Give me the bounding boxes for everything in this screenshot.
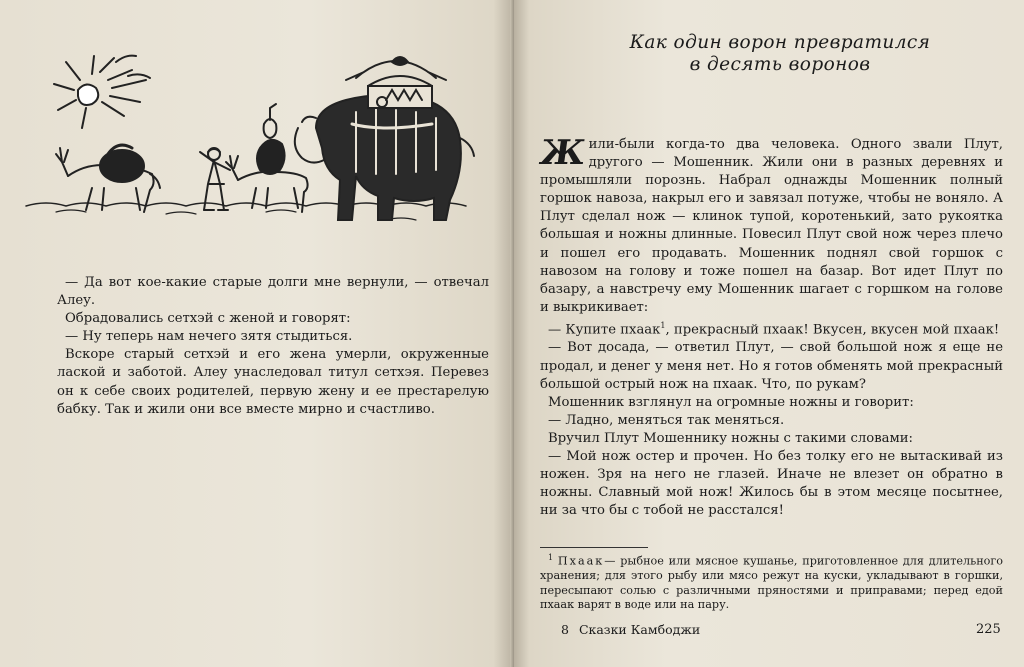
donkey-1-drawing bbox=[56, 145, 160, 212]
left-page-text bbox=[57, 274, 489, 419]
footnote-number: 1 bbox=[548, 553, 554, 562]
elephant-drawing bbox=[295, 57, 474, 220]
page-number: 225 bbox=[976, 622, 1001, 637]
right-paragraph-2-end: , прекрасный пхаак! Вкусен, вкусен мой пхаак! bbox=[665, 322, 1000, 338]
sun-drawing bbox=[54, 56, 150, 128]
right-paragraph-4: Мошенник взглянул на огромные ножны и говорит: bbox=[548, 394, 914, 410]
story-title-line-2: в десять воронов bbox=[689, 54, 871, 75]
left-paragraph-2: Обрадовались сетхэй с женой и говорят: bbox=[65, 311, 351, 327]
drop-cap: Ж bbox=[537, 133, 588, 173]
left-paragraph-1: — Да вот кое-какие старые долги мне вернули, — отвечал Алеу. bbox=[57, 275, 489, 309]
left-paragraph-3: — Ну теперь нам нечего зятя стыдиться. bbox=[65, 329, 353, 345]
right-paragraph-3: — Вот досада, — ответил Плут, — свой большой нож я еще не продал, и денег у меня нет. Но я готов обменять мой прекрасный большой острый нож на пхаак. Что, по рукам? bbox=[540, 340, 1003, 392]
left-paragraph-4: Вскоре старый сетхэй и его жена умерли, окруженные лаской и заботой. Алеу унаследовал титул сетхэя. Перевез он к себе своих родителей, первую жену и ее престарелую бабку. Так и жили они все вместе мирно и счастливо. bbox=[57, 347, 489, 417]
right-paragraph-5: — Ладно, меняться так меняться. bbox=[548, 412, 785, 428]
right-paragraph-6: Вручил Плут Мошеннику ножны с такими словами: bbox=[548, 430, 913, 446]
donkey-2-drawing bbox=[226, 104, 308, 212]
footnote bbox=[540, 551, 1003, 613]
right-page-text bbox=[537, 133, 1003, 520]
right-paragraph-7: — Мой нож остер и прочен. Но без толку его не вытаскивай из ножен. Зря на него не глазей. Иначе не влезет он обратно в ножны. Славный мой нож! Жилось бы в этом месяце посытнее, ни за что бы с тобой не расстался! bbox=[540, 448, 1003, 519]
signature-number: 8 bbox=[561, 622, 569, 637]
footnote-divider bbox=[540, 547, 648, 548]
right-paragraph-1-text: или-были когда-то два человека. Одного звали Плут, другого — Мошенник. Жили они в разных деревнях и промышляли порознь. Набрал однажды Мошенник полный горшок навоза, накрыл его и завязал потуже, чтобы не воняло. А Плут сделал нож — клинок тупой, коротенький, зато рукоятка большая и ножны длинные. Повесил Плут свой нож через плечо и пошел его продавать. Мошенник поднял свой горшок с навозом на голову и тоже пошел на базар. Вот идет Плут по базару, а навстречу ему Мошенник шагает с горшком на голове и выкрикивает: bbox=[540, 137, 1003, 315]
story-title bbox=[600, 32, 960, 76]
story-title-line-1: Как один ворон превратился bbox=[629, 32, 931, 53]
book-title: Сказки Камбоджи bbox=[578, 622, 701, 637]
footnote-text: — рыбное или мясное кушанье, приготовленное для длительного хранения; для этого рыбу или мясо режут на куски, укладывают в горшки, пересыпают солью с различными пряностями и приправами; перед едой пхаак варят в воде или на пару. bbox=[540, 554, 1003, 612]
procession-illustration bbox=[16, 28, 496, 248]
footnote-term: Пхаак bbox=[557, 554, 605, 568]
man-drawing bbox=[200, 148, 230, 210]
footnote-ref: 1 bbox=[660, 320, 666, 330]
right-paragraph-2-start: — Купите пхаак bbox=[548, 322, 661, 338]
right-paragraph-2 bbox=[540, 317, 1003, 339]
page-footer-left bbox=[561, 622, 710, 637]
right-paragraph-1 bbox=[537, 133, 1003, 317]
